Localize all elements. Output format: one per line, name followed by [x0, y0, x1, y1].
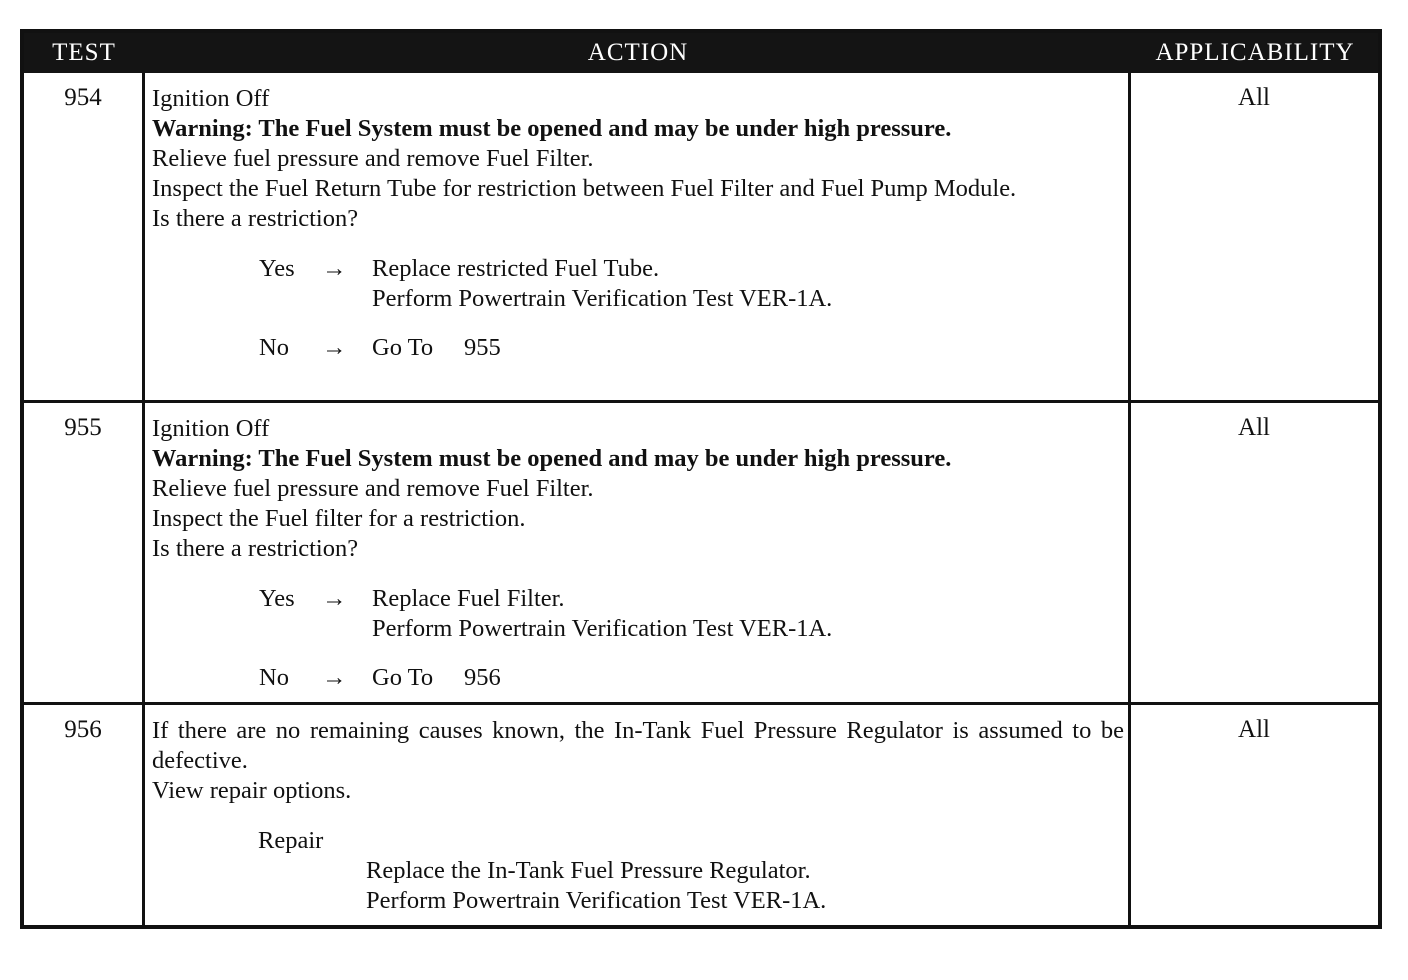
step-text: Ignition Off [152, 85, 270, 112]
yes-label: Yes [259, 585, 295, 612]
step-text: Inspect the Fuel filter for a restriction. [152, 505, 526, 532]
question-text: Is there a restriction? [152, 205, 359, 232]
action-cell [152, 84, 1124, 363]
repair-label: Repair [258, 827, 324, 854]
yes-action-line [152, 284, 1124, 314]
yes-action: Replace Fuel Filter. [372, 585, 565, 612]
goto-text: Go To [372, 664, 434, 691]
yes-option [152, 584, 1124, 614]
yes-action: Perform Powertrain Verification Test VER-1A. [372, 285, 833, 312]
goto-target: 955 [464, 334, 501, 361]
arrow-icon: → [322, 585, 347, 612]
action-cell [152, 716, 1124, 916]
step-text: If there are no remaining causes known, the In-Tank Fuel Pressure Regulator is assumed to be defective. [152, 717, 1124, 774]
question-text: Is there a restriction? [152, 535, 359, 562]
yes-option [152, 254, 1124, 284]
repair-action: Replace the In-Tank Fuel Pressure Regulator. [366, 857, 811, 884]
goto-text: Go To [372, 334, 434, 361]
test-number: 956 [64, 716, 102, 743]
test-number: 954 [64, 84, 102, 111]
header-test: TEST [52, 39, 116, 66]
table-header [24, 33, 1378, 73]
header-action: ACTION [587, 39, 689, 66]
no-option [152, 333, 1124, 363]
repair-option [152, 886, 1124, 916]
yes-action: Perform Powertrain Verification Test VER-1A. [372, 615, 833, 642]
test-number: 955 [64, 414, 102, 441]
header-applicability: APPLICABILITY [1155, 39, 1355, 66]
step-text: Ignition Off [152, 415, 270, 442]
repair-label-line [152, 826, 1124, 856]
warning-text: Warning: The Fuel System must be opened and may be under high pressure. [152, 115, 952, 142]
applicability: All [1238, 84, 1270, 111]
arrow-icon: → [322, 664, 347, 691]
table-row [24, 73, 1378, 400]
applicability: All [1238, 414, 1270, 441]
table-row [24, 403, 1378, 702]
step-text: Relieve fuel pressure and remove Fuel Filter. [152, 145, 594, 172]
step-text: Inspect the Fuel Return Tube for restriction between Fuel Filter and Fuel Pump Module. [152, 175, 1017, 202]
warning-text: Warning: The Fuel System must be opened and may be under high pressure. [152, 445, 952, 472]
step-text: Relieve fuel pressure and remove Fuel Filter. [152, 475, 594, 502]
yes-label: Yes [259, 255, 295, 282]
repair-action: Perform Powertrain Verification Test VER-1A. [366, 887, 827, 914]
goto-target: 956 [464, 664, 501, 691]
no-label: No [259, 664, 289, 691]
table-row [24, 705, 1378, 925]
step-text: View repair options. [152, 777, 352, 804]
arrow-icon: → [322, 255, 347, 282]
yes-action: Replace restricted Fuel Tube. [372, 255, 660, 282]
arrow-icon: → [322, 334, 347, 361]
repair-option [152, 856, 1124, 886]
applicability: All [1238, 716, 1270, 743]
no-option [152, 663, 1124, 693]
no-label: No [259, 334, 289, 361]
yes-action-line [152, 614, 1124, 644]
diagnostic-table [20, 29, 1382, 929]
action-cell [152, 414, 1124, 693]
